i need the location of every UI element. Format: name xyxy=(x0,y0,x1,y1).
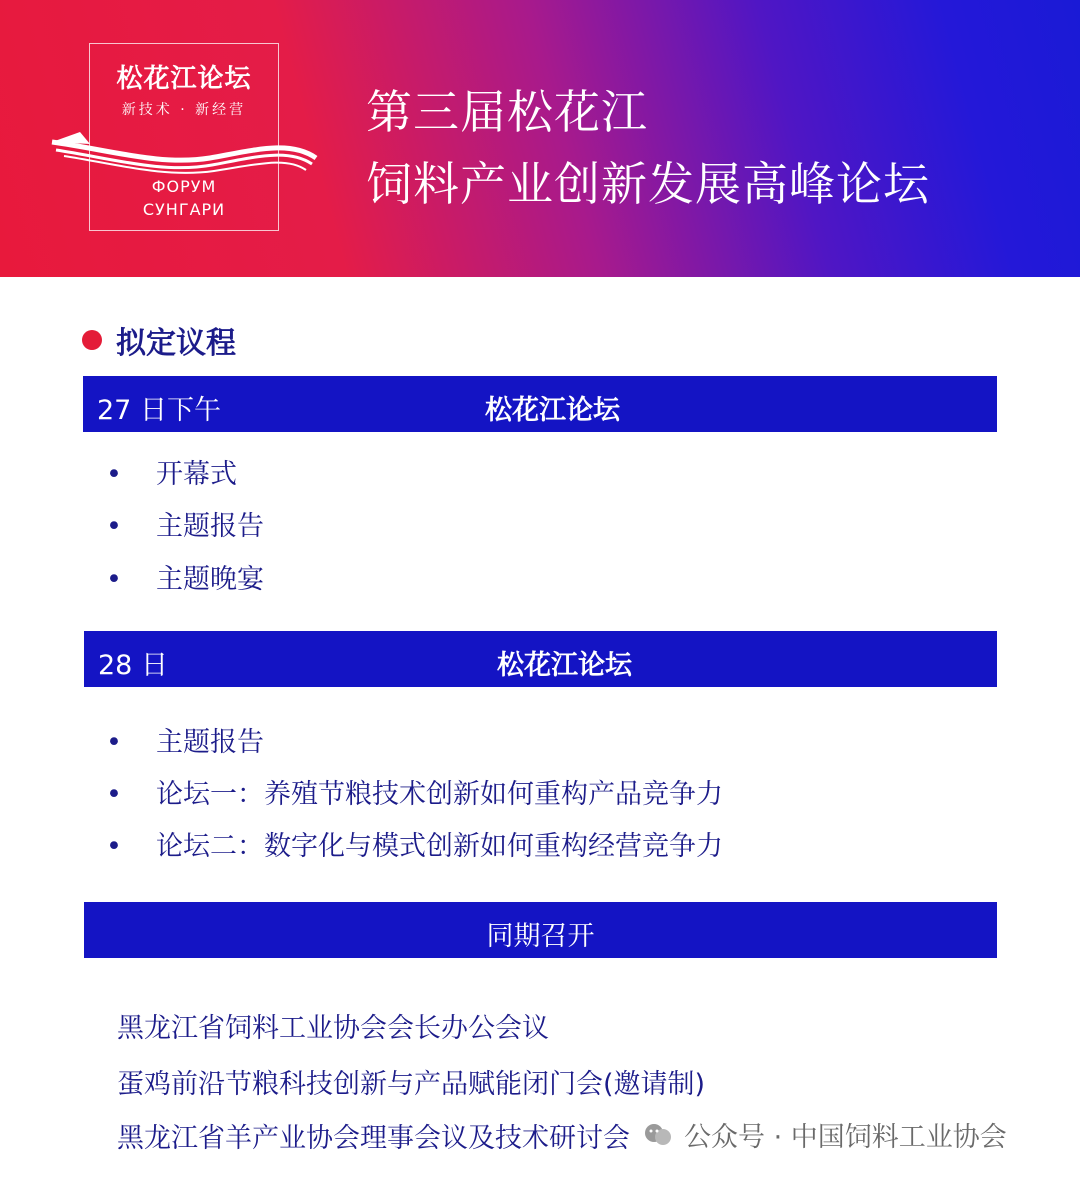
concurrent-item: 蛋鸡前沿节粮科技创新与产品赋能闭门会(邀请制) xyxy=(117,1069,706,1100)
day1-date: 27 日下午 xyxy=(97,395,221,426)
list-item-text: 开幕式 xyxy=(156,459,237,490)
agenda-heading xyxy=(82,318,236,362)
agenda-heading-text: 拟定议程 xyxy=(116,326,236,361)
list-item-text: 论坛二：数字化与模式创新如何重构经营竞争力 xyxy=(156,831,723,862)
concurrent-title: 同期召开 xyxy=(486,921,595,952)
logo-title: 松花江论坛 xyxy=(116,64,252,94)
bullet: • xyxy=(106,564,122,595)
logo-subtitle: 新技术 · 新经营 xyxy=(121,102,247,118)
list-item xyxy=(106,452,237,491)
list-item xyxy=(106,720,264,759)
day1-header-bar xyxy=(83,376,997,432)
day2-header-bar xyxy=(84,631,997,687)
watermark-text: 公众号 · 中国饲料工业协会 xyxy=(684,1122,1007,1153)
concurrent-item: 黑龙江省羊产业协会理事会议及技术研讨会 xyxy=(117,1123,630,1154)
logo-russian-line1: ФОРУМ xyxy=(151,177,217,196)
day2-date: 28 日 xyxy=(98,650,168,681)
wechat-watermark xyxy=(642,1115,1007,1154)
concurrent-header-bar xyxy=(84,902,997,958)
list-item-text: 论坛一：养殖节粮技术创新如何重构产品竞争力 xyxy=(156,779,723,810)
bullet: • xyxy=(106,831,122,862)
logo-russian-line2: СУНГАРИ xyxy=(142,200,226,219)
banner-title-line2: 饲料产业创新发展高峰论坛 xyxy=(366,157,930,211)
day1-title: 松花江论坛 xyxy=(485,395,620,426)
list-item-text: 主题报告 xyxy=(156,511,264,542)
bullet: • xyxy=(106,779,122,810)
list-item xyxy=(106,824,723,863)
header-banner xyxy=(0,0,1080,277)
list-item-text: 主题报告 xyxy=(156,727,264,758)
day2-title: 松花江论坛 xyxy=(497,650,632,681)
bullet: • xyxy=(106,511,122,542)
list-item xyxy=(106,772,723,811)
bullet: • xyxy=(106,459,122,490)
banner-title-line1: 第三届松花江 xyxy=(366,85,648,139)
list-item xyxy=(106,557,264,596)
ribbon-graphic xyxy=(50,128,320,188)
concurrent-item: 黑龙江省饲料工业协会会长办公会议 xyxy=(117,1013,549,1044)
wechat-account-icon xyxy=(642,1119,674,1151)
heading-dot-icon xyxy=(82,330,102,350)
bullet: • xyxy=(106,727,122,758)
list-item-text: 主题晚宴 xyxy=(156,564,264,595)
list-item xyxy=(106,504,264,543)
